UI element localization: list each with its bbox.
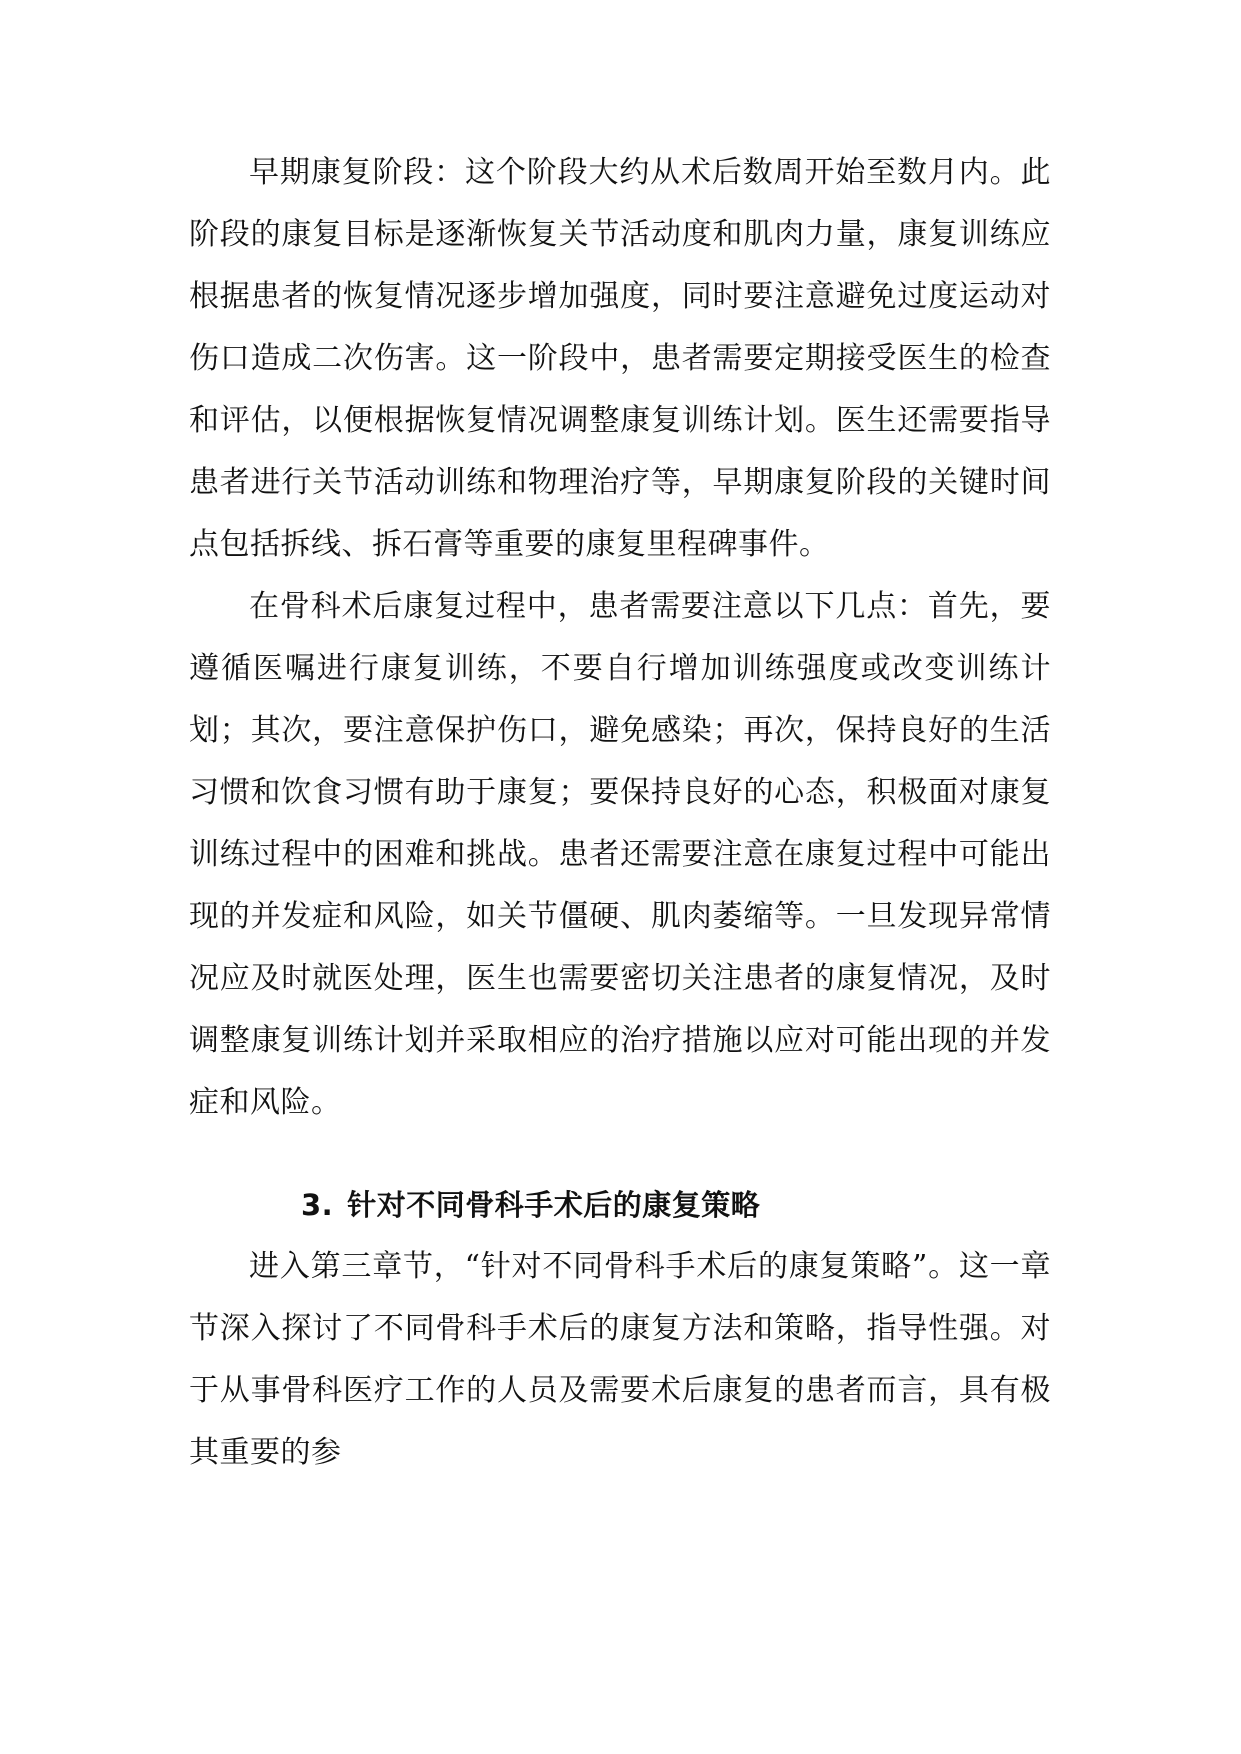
section-title: 针对不同骨科手术后的康复策略 [347, 1188, 761, 1222]
paragraph-early-rehab: 早期康复阶段：这个阶段大约从术后数周开始至数月内。此阶段的康复目标是逐渐恢复关节活动度和肌肉力量，康复训练应根据患者的恢复情况逐步增加强度，同时要注意避免过度运动对伤口造成二次伤害。这一阶段中，患者需要定期接受医生的检查和评估，以便根据恢复情况调整康复训练计划。医生还需要指导患者进行关节活动训练和物理治疗等，早期康复阶段的关键时间点包括拆线、拆石膏等重要的康复里程碑事件。 [189, 155, 1051, 562]
section-number: 3. [301, 1188, 334, 1222]
page-content [189, 142, 1051, 1484]
paragraph-chapter-intro: 进入第三章节，“针对不同骨科手术后的康复策略”。这一章节深入探讨了不同骨科手术后的康复方法和策略，指导性强。对于从事骨科医疗工作的人员及需要术后康复的患者而言，具有极其重要的参 [189, 1249, 1051, 1470]
paragraph-precautions: 在骨科术后康复过程中，患者需要注意以下几点：首先，要遵循医嘱进行康复训练，不要自行增加训练强度或改变训练计划；其次，要注意保护伤口，避免感染；再次，保持良好的生活习惯和饮食习惯有助于康复；要保持良好的心态，积极面对康复训练过程中的困难和挑战。患者还需要注意在康复过程中可能出现的并发症和风险，如关节僵硬、肌肉萎缩等。一旦发现异常情况应及时就医处理，医生也需要密切关注患者的康复情况，及时调整康复训练计划并采取相应的治疗措施以应对可能出现的并发症和风险。 [189, 589, 1051, 1120]
section-heading [189, 1174, 1051, 1236]
